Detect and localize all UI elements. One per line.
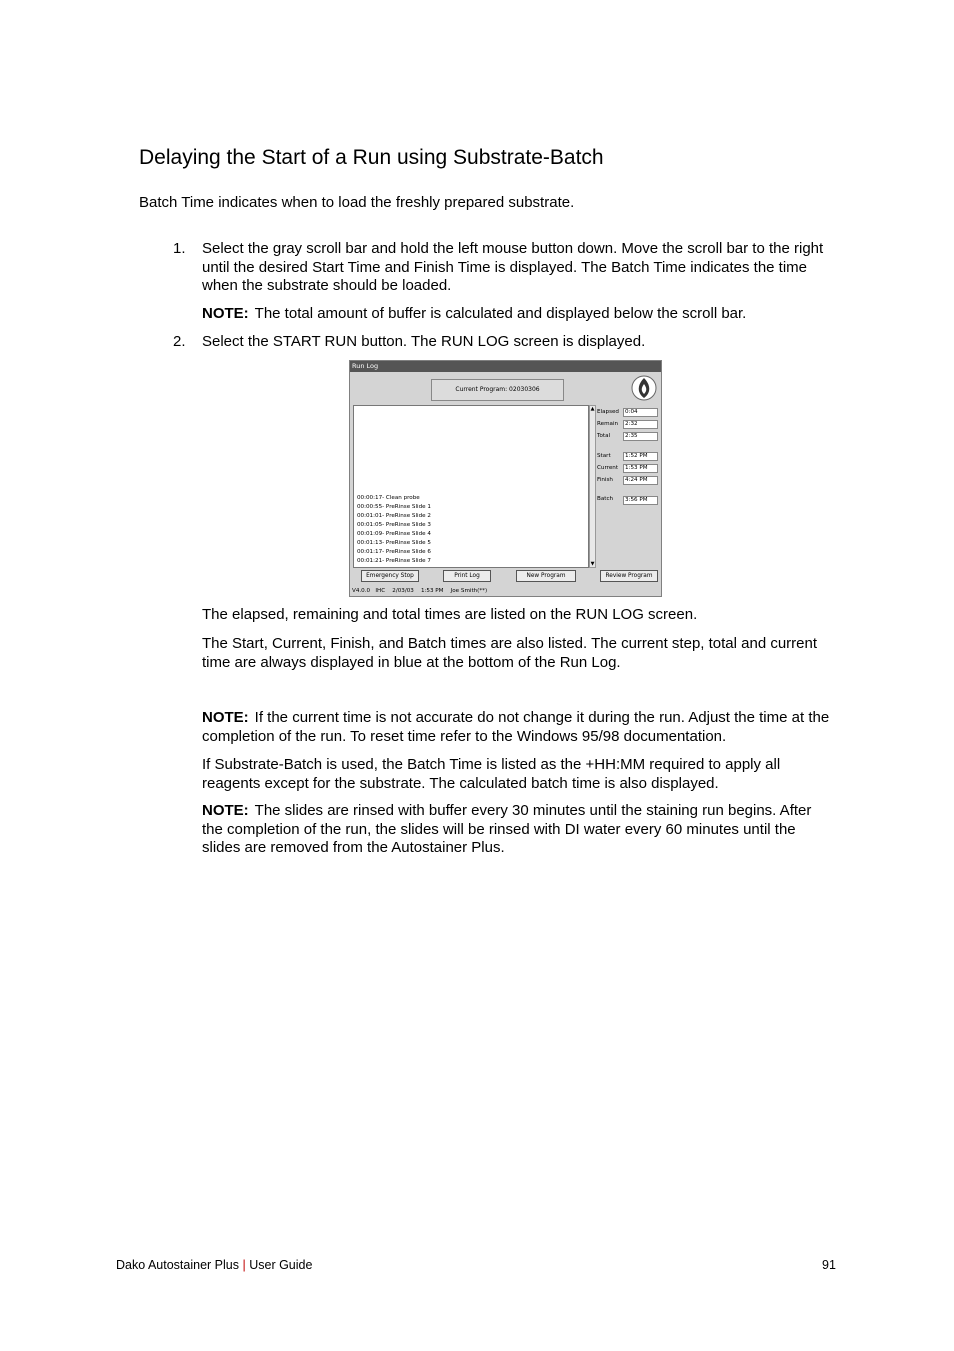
page-number: 91 <box>822 1258 836 1272</box>
note-label: NOTE: <box>202 802 249 819</box>
scroll-down-icon[interactable]: ▼ <box>590 561 595 567</box>
step-1-number: 1. <box>173 240 186 257</box>
log-scrollbar[interactable] <box>589 405 596 568</box>
start-field: 1:52 PM <box>623 452 658 461</box>
log-line: 00:00:55- PreRinse Slide 1 <box>357 504 431 510</box>
log-line: 00:01:09- PreRinse Slide 4 <box>357 531 431 537</box>
batch-label: Batch <box>597 496 614 502</box>
footer-guide: User Guide <box>249 1258 313 1272</box>
total-label: Total <box>597 433 611 439</box>
log-line: 00:01:13- PreRinse Slide 5 <box>357 540 431 546</box>
log-line: 00:01:01- PreRinse Slide 2 <box>357 513 431 519</box>
elapsed-label: Elapsed <box>597 409 619 415</box>
note-rinse <box>202 802 834 858</box>
note-text: If the current time is not accurate do not change it during the run. Adjust the time at the completion of the run. To reset time refer to the Windows 95/98 documentation. <box>202 709 830 745</box>
dako-logo-icon <box>631 375 657 401</box>
run-log-list[interactable] <box>353 405 589 568</box>
step-1-text: Select the gray scroll bar and hold the left mouse button down. Move the scroll bar to the right until the desired Start Time and Finish Time is displayed. The Batch Time indicates the time when the substrate should be loaded. <box>202 240 824 294</box>
note-text: The total amount of buffer is calculated and displayed below the scroll bar. <box>254 305 747 322</box>
note-label: NOTE: <box>202 709 249 726</box>
finish-field: 4:24 PM <box>623 476 658 485</box>
new-program-button[interactable]: New Program <box>516 570 576 582</box>
remain-field: 2:32 <box>623 420 658 429</box>
log-lines <box>357 494 431 566</box>
current-label: Current <box>597 465 619 471</box>
step-2-number: 2. <box>173 333 186 350</box>
note-time-accuracy <box>202 709 834 746</box>
substrate-batch-paragraph: If Substrate-Batch is used, the Batch Time is listed as the +HH:MM required to apply all reagents except for the substrate. The calculated batch time is also displayed. <box>202 756 781 792</box>
scroll-up-icon[interactable]: ▲ <box>590 406 595 412</box>
run-log-titlebar: Run Log <box>350 361 661 372</box>
section-heading: Delaying the Start of a Run using Substrate-Batch <box>139 146 604 169</box>
log-line: 00:00:17- Clean probe <box>357 495 420 501</box>
log-line: 00:01:17- PreRinse Slide 6 <box>357 549 431 555</box>
page-footer-title <box>116 1258 312 1272</box>
finish-label: Finish <box>597 477 613 483</box>
total-field: 2:35 <box>623 432 658 441</box>
batch-field: 3:56 PM <box>623 496 658 505</box>
remain-label: Remain <box>597 421 619 427</box>
footer-product: Dako Autostainer Plus <box>116 1258 239 1272</box>
run-log-status-bar: V4.0.0 IHC 2/03/03 1:53 PM Joe Smith(**) <box>352 588 488 594</box>
log-line: 00:01:21- PreRinse Slide 7 <box>357 558 431 564</box>
print-log-button[interactable]: Print Log <box>443 570 491 582</box>
current-program-box: Current Program: 02030306 <box>431 379 564 401</box>
note-text: The slides are rinsed with buffer every 30 minutes until the staining run begins. After the completion of the run, the slides will be rinsed with DI water every 60 minutes until the slides are removed from the Autostainer Plus. <box>202 802 812 856</box>
footer-separator: | <box>242 1258 246 1272</box>
step-2-text: Select the START RUN button. The RUN LOG screen is displayed. <box>202 333 646 350</box>
elapsed-paragraph: The elapsed, remaining and total times are listed on the RUN LOG screen. <box>202 606 698 623</box>
review-program-button[interactable]: Review Program <box>600 570 658 582</box>
start-label: Start <box>597 453 611 459</box>
log-line: 00:01:05- PreRinse Slide 3 <box>357 522 431 528</box>
elapsed-field: 0:04 <box>623 408 658 417</box>
current-field: 1:53 PM <box>623 464 658 473</box>
note-buffer <box>202 305 834 324</box>
run-log-screenshot <box>349 360 662 597</box>
emergency-stop-button[interactable]: Emergency Stop <box>361 570 419 582</box>
times-paragraph: The Start, Current, Finish, and Batch times are also listed. The current step, total and current time are always displayed in blue at the bottom of the Run Log. <box>202 635 818 671</box>
note-label: NOTE: <box>202 305 249 322</box>
intro-paragraph: Batch Time indicates when to load the freshly prepared substrate. <box>139 194 575 211</box>
